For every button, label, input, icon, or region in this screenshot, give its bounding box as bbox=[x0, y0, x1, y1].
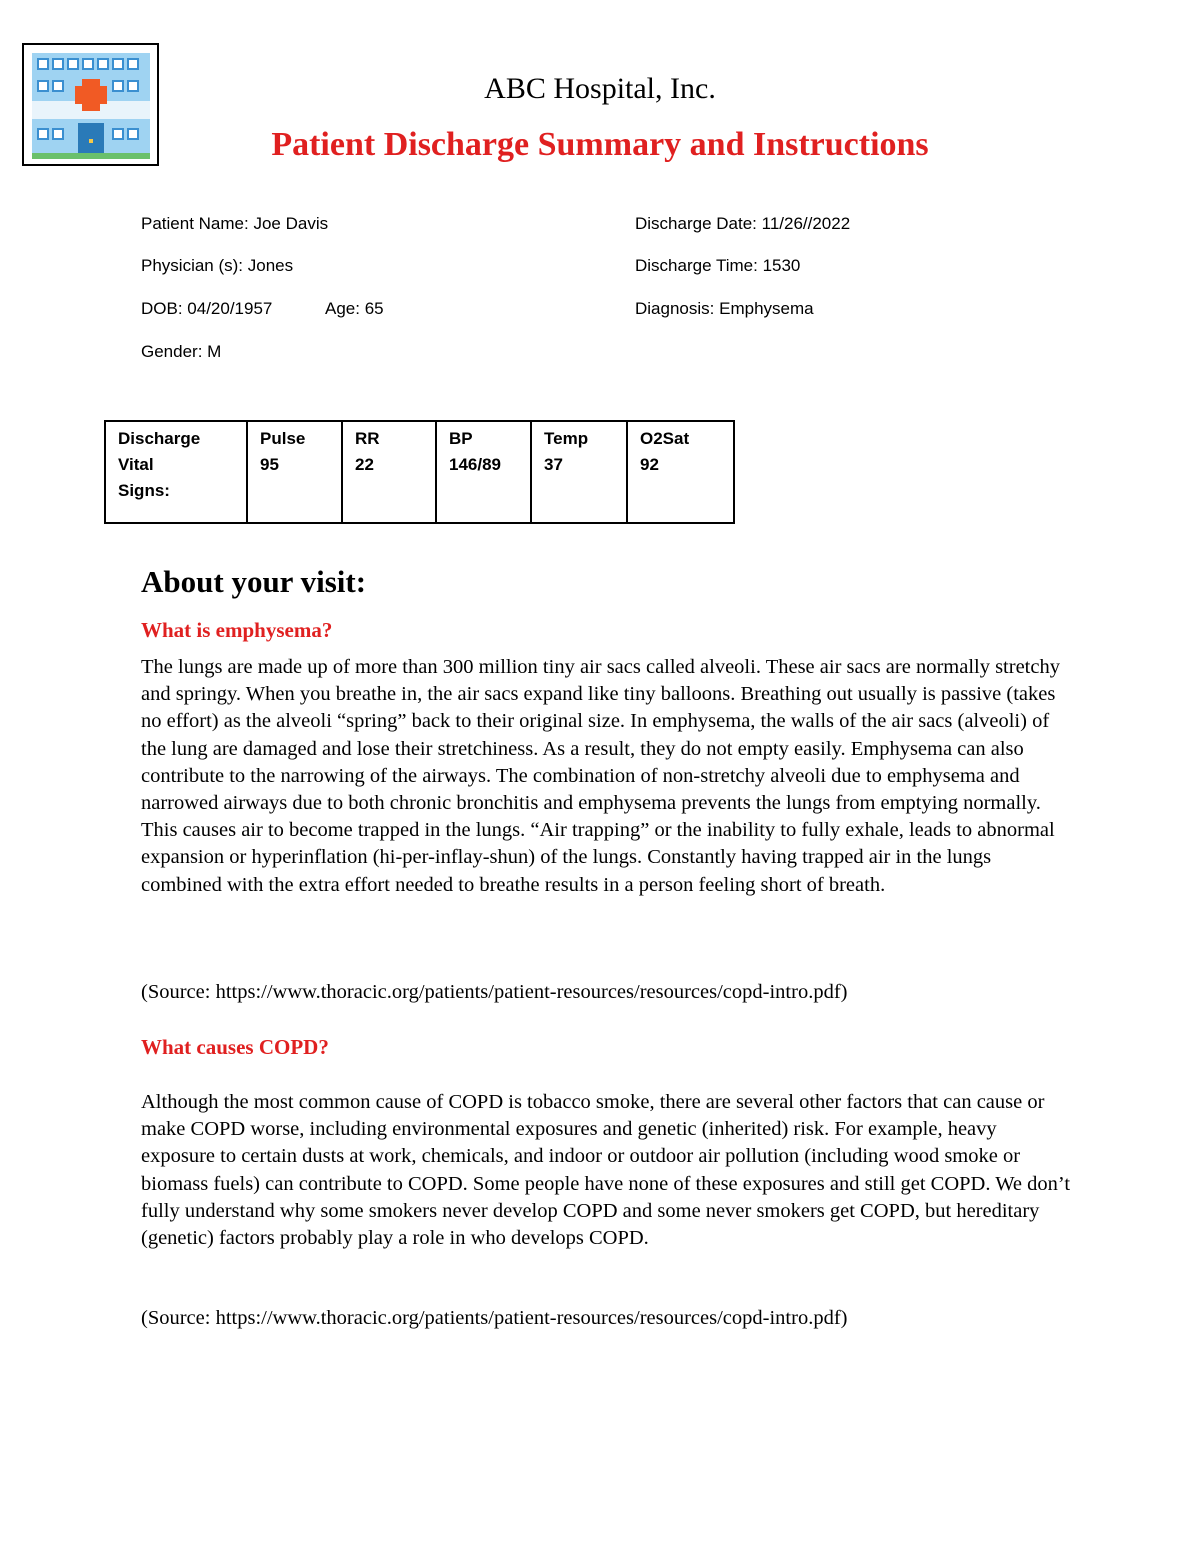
section-body-copd: Although the most common cause of COPD is tobacco smoke, there are several other factors that can cause or make COPD worse, including environmental exposures and genetic (inherited) risk. For example, heavy exposure to certain dusts at work, chemicals, and indoor or outdoor air pollution (including wood smoke or biomass fuels) can contribute to COPD. Some people have none of these exposures and still get COPD. We don’t fully understand why some smokers never develop COPD and some never smokers get COPD, but hereditary (genetic) factors probably play a role in who develops COPD. bbox=[141, 1091, 1071, 1250]
document-title: Patient Discharge Summary and Instructions bbox=[271, 126, 929, 163]
physician-value: Jones bbox=[247, 256, 294, 275]
vital-label-line: Signs: bbox=[118, 481, 170, 500]
vital-label-line: Discharge bbox=[118, 429, 201, 448]
vital-value: 37 bbox=[544, 455, 563, 474]
vital-name: O2Sat bbox=[640, 429, 690, 448]
discharge-time-value: 1530 bbox=[762, 256, 801, 275]
patient-name-value: Joe Davis bbox=[253, 214, 329, 233]
physician-label: Physician (s): bbox=[141, 256, 244, 275]
gender-field bbox=[141, 342, 221, 362]
patient-name-label: Patient Name: bbox=[141, 214, 249, 233]
vital-name: Pulse bbox=[260, 429, 306, 448]
vital-label-line: Vital bbox=[118, 455, 154, 474]
vital-cell-rr bbox=[342, 421, 436, 523]
gender-value: M bbox=[207, 342, 222, 361]
discharge-date-label: Discharge Date: bbox=[635, 214, 757, 233]
vital-value: 95 bbox=[260, 455, 279, 474]
section-question-copd: What causes COPD? bbox=[141, 1035, 329, 1059]
diagnosis-field bbox=[635, 299, 814, 319]
discharge-time-field bbox=[635, 256, 800, 276]
diagnosis-value: Emphysema bbox=[719, 299, 814, 318]
diagnosis-label: Diagnosis: bbox=[635, 299, 715, 318]
vital-name: RR bbox=[355, 429, 380, 448]
physician-field bbox=[141, 256, 293, 276]
vital-cell-o2sat bbox=[627, 421, 734, 523]
section-question-emphysema: What is emphysema? bbox=[141, 618, 333, 642]
age-field bbox=[325, 299, 384, 319]
vital-signs-row-label bbox=[105, 421, 247, 523]
vital-cell-bp bbox=[436, 421, 531, 523]
section-body-emphysema: The lungs are made up of more than 300 million tiny air sacs called alveoli. These air sacs are normally stretchy and springy. When you breathe in, the air sacs expand like tiny balloons. Breathing out usually is passive (takes no effort) as the alveoli “spring” back to their original size. In emphysema, the walls of the air sacs (alveoli) of the lung are damaged and lose their stretchiness. As a result, they do not empty easily. Emphysema can also contribute to the narrowing of the airways. The combination of non-stretchy alveoli due to emphysema and narrowed airways due to both chronic bronchitis and emphysema prevents the lungs from emptying normally. This causes air to become trapped in the lungs. “Air trapping” or the inability to fully exhale, leads to abnormal expansion or hyperinflation (hi-per-inflay-shun) of the lungs. Constantly having trapped air in the lungs combined with the extra effort needed to breathe results in a person feeling short of breath. bbox=[141, 656, 1060, 896]
discharge-date-field bbox=[635, 214, 850, 234]
vital-value: 92 bbox=[640, 455, 659, 474]
vital-value: 146/89 bbox=[449, 455, 501, 474]
about-heading: About your visit: bbox=[141, 564, 367, 599]
patient-name-field bbox=[141, 214, 328, 234]
dob-label: DOB: bbox=[141, 299, 183, 318]
vital-signs-row bbox=[105, 421, 734, 523]
age-label: Age: bbox=[325, 299, 360, 318]
vital-name: Temp bbox=[544, 429, 589, 448]
dob-value: 04/20/1957 bbox=[187, 299, 273, 318]
vital-cell-pulse bbox=[247, 421, 342, 523]
vital-name: BP bbox=[449, 429, 473, 448]
gender-label: Gender: bbox=[141, 342, 203, 361]
vital-signs-table bbox=[104, 420, 735, 524]
vital-value: 22 bbox=[355, 455, 374, 474]
age-value: 65 bbox=[364, 299, 384, 318]
discharge-time-label: Discharge Time: bbox=[635, 256, 758, 275]
section-source: (Source: https://www.thoracic.org/patients/patient-resources/resources/copd-intro.pdf) bbox=[141, 981, 848, 1003]
organization-name: ABC Hospital, Inc. bbox=[484, 72, 716, 105]
vital-cell-temp bbox=[531, 421, 627, 523]
dob-field bbox=[141, 299, 272, 319]
section-source: (Source: https://www.thoracic.org/patients/patient-resources/resources/copd-intro.pdf) bbox=[141, 1307, 848, 1329]
discharge-date-value: 11/26//2022 bbox=[761, 214, 851, 233]
